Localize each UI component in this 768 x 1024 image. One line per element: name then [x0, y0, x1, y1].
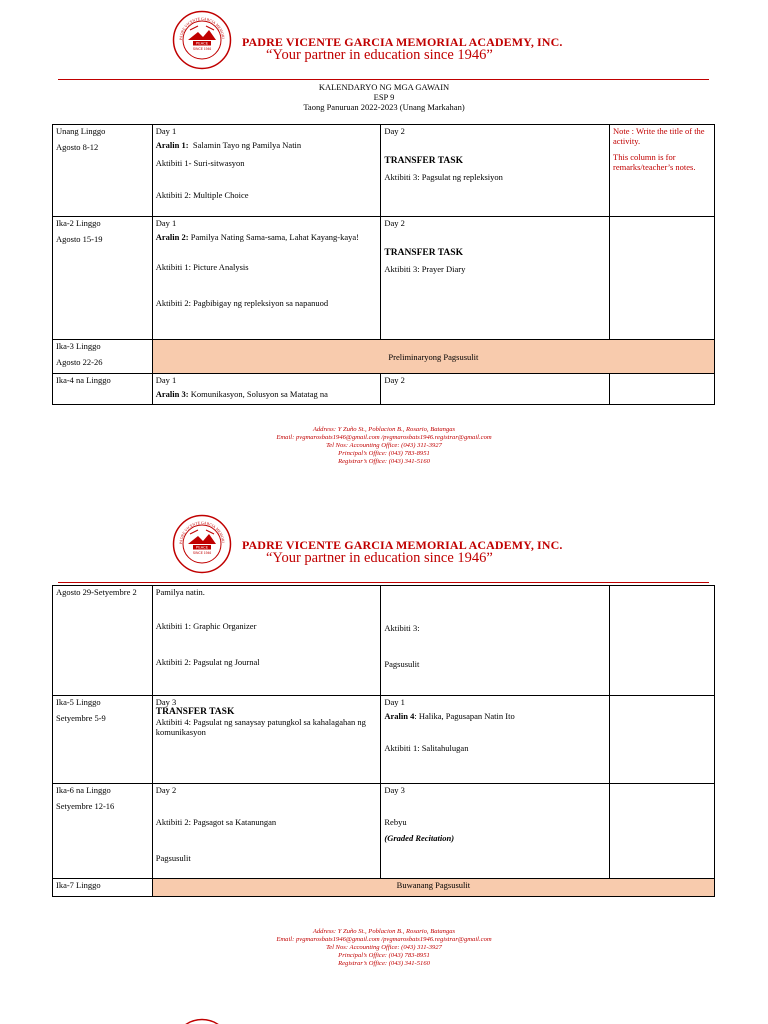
- activity-item: Aktibiti 3: Prayer Diary: [384, 264, 466, 274]
- table-row: [53, 879, 715, 897]
- page-1: [0, 0, 768, 480]
- week-dates: Agosto 29-Setyembre 2: [56, 587, 137, 597]
- day-label: Day 1: [155, 126, 177, 136]
- school-name: PADRE VICENTE GARCIA MEMORIAL ACADEMY, INC.: [242, 35, 563, 49]
- day-cell: [381, 125, 610, 217]
- school-year-line: Taong Panuruan 2022-2023 (Unang Markahan): [303, 102, 465, 112]
- lesson-label: Aralin 3:: [155, 389, 189, 399]
- school-seal-logo: [172, 1018, 232, 1024]
- activity-item: Aktibiti 1- Suri-sitwasyon: [155, 158, 245, 168]
- subject-line: ESP 9: [373, 92, 395, 102]
- day-label: Day 1: [155, 375, 177, 385]
- lesson-line: [156, 389, 378, 399]
- school-tagline: “Your partner in education since 1946”: [266, 47, 493, 63]
- calendar-title-line: KALENDARYO NG MGA GAWAIN: [318, 82, 450, 92]
- week-dates: Setyembre 12-16: [56, 801, 115, 811]
- svg-text:PEACE: PEACE: [195, 545, 209, 550]
- school-name: PADRE VICENTE GARCIA MEMORIAL ACADEMY, INC.: [242, 538, 563, 552]
- lesson-title: Salamin Tayo ng Pamilya Natin: [192, 140, 302, 150]
- week-cell: [53, 340, 153, 374]
- activity-calendar-table: [52, 124, 715, 405]
- remarks-cell: [610, 784, 715, 879]
- day-cell: [381, 586, 610, 696]
- lesson-title: Komunikasyon, Solusyon sa Matatag na: [190, 389, 328, 399]
- day-cell: [152, 586, 381, 696]
- day-label: Day 2: [384, 375, 405, 385]
- remarks-note: Note : Write the title of the activity.: [613, 126, 705, 146]
- svg-text:SINCE 1946: SINCE 1946: [192, 47, 212, 51]
- footer-email: Email: pvgmarosbats1946@gmail.com /pvgmarosbats1946.registrar@gmail.com: [276, 936, 492, 943]
- activity-item: Aktibiti 4: Pagsulat ng sanaysay patungkol sa kahalagahan ng komunikasyon: [155, 717, 366, 737]
- week-label: Ika-2 Linggo: [56, 218, 101, 228]
- week-cell: [53, 374, 153, 405]
- week-label: Unang Linggo: [56, 126, 106, 136]
- svg-text:PADRE VICENTE GARCIA MEMORIAL: PADRE VICENTE GARCIA MEMORI: [178, 16, 225, 41]
- week-dates: Agosto 22-26: [56, 357, 103, 367]
- lesson-line: [156, 232, 378, 242]
- day-cell: [152, 217, 381, 340]
- week-dates: Setyembre 5-9: [56, 713, 106, 723]
- day-cell: [152, 125, 381, 217]
- school-tagline: “Your partner in education since 1946”: [266, 550, 493, 566]
- table-row: [53, 586, 715, 696]
- week-cell: [53, 879, 153, 897]
- page-3-partial: [0, 1010, 768, 1024]
- day-cell: [381, 696, 610, 784]
- lesson-label: Aralin 4: [384, 711, 415, 721]
- remarks-cell: [610, 125, 715, 217]
- school-seal-logo: [172, 514, 232, 574]
- activity-item: Aktibiti 1: Graphic Organizer: [155, 621, 257, 631]
- footer-address: Address: Y Zuño St., Poblacion B., Rosario, Batangas: [312, 426, 456, 433]
- day-label: Day 1: [384, 697, 405, 707]
- table-row: [53, 217, 715, 340]
- week-label: Ika-4 na Linggo: [56, 375, 111, 385]
- calendar-title: [0, 82, 768, 112]
- activity-item: Aktibiti 2: Pagbibigay ng repleksiyon sa napanuod: [155, 298, 329, 308]
- table-row: [53, 340, 715, 374]
- activity-item: Aktibiti 3:: [384, 623, 420, 633]
- day-cell: [152, 784, 381, 879]
- week-label: Ika-7 Linggo: [56, 880, 101, 890]
- svg-text:PADRE VICENTE GARCIA MEMORIAL: PADRE VICENTE GARCIA MEMORI: [178, 520, 225, 545]
- activity-item: Aktibiti 1: Salitahulugan: [384, 743, 469, 753]
- remarks-cell: [610, 586, 715, 696]
- footer-address: Address: Y Zuño St., Poblacion B., Rosario, Batangas: [312, 928, 456, 935]
- table-row: [53, 784, 715, 879]
- day-cell: [152, 696, 381, 784]
- day-label: Day 3: [384, 785, 405, 795]
- week-cell: [53, 125, 153, 217]
- header-rule: [58, 79, 709, 80]
- remarks-cell: [610, 217, 715, 340]
- day-label: Day 2: [384, 218, 405, 228]
- week-label: Ika-3 Linggo: [56, 341, 101, 351]
- header-rule: [58, 582, 709, 583]
- lesson-continuation: Pamilya natin.: [155, 587, 205, 597]
- day-label: Day 2: [155, 785, 177, 795]
- remarks-cell: [610, 696, 715, 784]
- exam-banner: Buwanang Pagsusulit: [152, 879, 714, 897]
- footer-principal: Principal’s Office: (043) 783-8951: [338, 952, 430, 959]
- lesson-line: [156, 140, 378, 150]
- week-label: Ika-5 Linggo: [56, 697, 101, 707]
- week-label: Ika-6 na Linggo: [56, 785, 111, 795]
- week-dates: Agosto 8-12: [56, 142, 99, 152]
- exam-banner: Preliminaryong Pagsusulit: [152, 340, 714, 374]
- week-cell: [53, 586, 153, 696]
- transfer-task-label: TRANSFER TASK: [155, 707, 235, 717]
- graded-recitation-note: (Graded Recitation): [384, 833, 455, 843]
- activity-item: Aktibiti 2: Pagsagot sa Katanungan: [155, 817, 277, 827]
- activity-item: Aktibiti 3: Pagsulat ng repleksiyon: [384, 172, 503, 182]
- svg-text:PEACE: PEACE: [195, 41, 209, 46]
- remarks-cell: [610, 374, 715, 405]
- page-footer: [0, 426, 768, 466]
- activity-item: Rebyu: [384, 817, 407, 827]
- week-cell: [53, 696, 153, 784]
- remarks-note: This column is for remarks/teacher’s notes.: [613, 152, 696, 172]
- activity-item: Aktibiti 1: Picture Analysis: [155, 262, 249, 272]
- footer-tel: Tel Nos: Accounting Office: (043) 311-3927: [326, 944, 442, 951]
- day-label: Day 2: [384, 126, 405, 136]
- lesson-label: Aralin 2:: [155, 232, 189, 242]
- activity-item: Aktibiti 2: Pagsulat ng Journal: [155, 657, 260, 667]
- lesson-line: [384, 711, 606, 721]
- transfer-task-label: TRANSFER TASK: [384, 156, 463, 166]
- week-cell: [53, 217, 153, 340]
- footer-registrar: Registrar’s Office: (043) 341-5160: [338, 458, 430, 465]
- table-row: [53, 125, 715, 217]
- test-label: Pagsusulit: [384, 659, 420, 669]
- table-row: [53, 374, 715, 405]
- table-row: [53, 696, 715, 784]
- svg-text:SINCE 1946: SINCE 1946: [192, 551, 212, 555]
- footer-principal: Principal’s Office: (043) 783-8951: [338, 450, 430, 457]
- activity-item: Aktibiti 2: Multiple Choice: [155, 190, 249, 200]
- school-seal-logo: [172, 10, 232, 70]
- lesson-title: : Halika, Pagusapan Natin Ito: [414, 711, 515, 721]
- day-cell: [381, 374, 610, 405]
- footer-email: Email: pvgmarosbats1946@gmail.com /pvgmarosbats1946.registrar@gmail.com: [276, 434, 492, 441]
- week-cell: [53, 784, 153, 879]
- week-dates: Agosto 15-19: [56, 234, 103, 244]
- page-footer: [0, 928, 768, 968]
- activity-calendar-table: [52, 585, 715, 897]
- day-cell: [381, 784, 610, 879]
- lesson-title: Pamilya Nating Sama-sama, Lahat Kayang-kaya!: [190, 232, 360, 242]
- day-label: Day 3: [155, 697, 177, 707]
- test-label: Pagsusulit: [155, 853, 191, 863]
- day-cell: [381, 217, 610, 340]
- footer-registrar: Registrar’s Office: (043) 341-5160: [338, 960, 430, 967]
- day-label: Day 1: [155, 218, 177, 228]
- lesson-label: Aralin 1:: [155, 140, 189, 150]
- day-cell: [152, 374, 381, 405]
- transfer-task-label: TRANSFER TASK: [384, 248, 463, 258]
- page-2: [0, 500, 768, 990]
- footer-tel: Tel Nos: Accounting Office: (043) 311-3927: [326, 442, 442, 449]
